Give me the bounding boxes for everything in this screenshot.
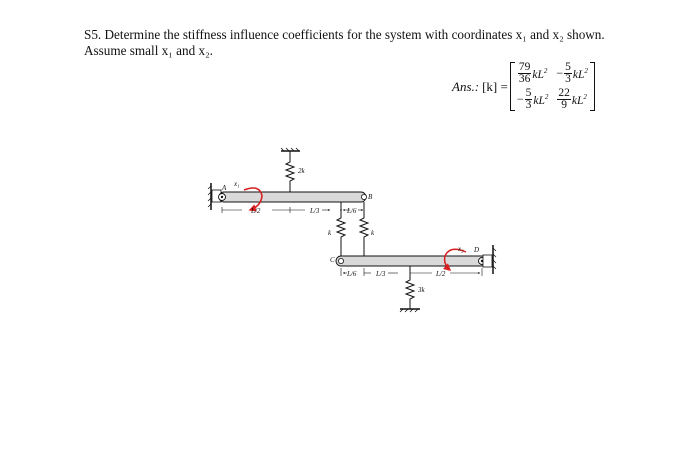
answer-lhs: [k] = — [482, 78, 508, 94]
wall-support-d — [483, 245, 496, 274]
numerator: 22 — [558, 87, 570, 99]
upper-dimension-line — [222, 207, 364, 213]
dim-lower-3: L/2 — [436, 270, 446, 278]
dim-upper-3: L/6 — [347, 207, 357, 215]
spring-k-right-label: k — [371, 229, 375, 237]
x1-label: x₁ — [234, 180, 240, 188]
numerator: 79 — [518, 61, 531, 73]
denominator: 3 — [565, 73, 571, 85]
spring-k-left-label: k — [328, 229, 332, 237]
dim-upper-2: L/3 — [310, 207, 320, 215]
lower-bar-cd — [336, 256, 491, 266]
cell-sign: − — [516, 92, 524, 106]
numerator: 5 — [525, 87, 532, 99]
pin-c-hinge — [338, 258, 343, 263]
spring-3k-label: 3k — [418, 286, 425, 294]
kl-text: kL — [571, 94, 584, 107]
kl-text: kL — [572, 68, 585, 81]
dim-lower-2: L/3 — [376, 270, 386, 278]
pin-c-label: C — [330, 256, 335, 264]
upper-bar-ab — [219, 192, 366, 202]
dim-lower-1: L/6 — [347, 270, 357, 278]
top-ground-support — [281, 148, 300, 151]
pin-d-label: D — [474, 246, 480, 254]
spring-2k — [286, 151, 294, 192]
denominator: 3 — [525, 99, 532, 111]
cell-sign: − — [556, 66, 564, 80]
numerator: 5 — [565, 61, 571, 73]
problem-line-2: Assume small x₁ and x₂. — [84, 43, 213, 58]
kl-text: kL — [532, 68, 544, 81]
kl-exponent: 2 — [544, 92, 549, 101]
denominator: 9 — [561, 99, 567, 111]
spring-2k-label: 2k — [298, 167, 305, 175]
pin-b-label: B — [368, 193, 373, 201]
kl-exponent: 2 — [543, 66, 548, 75]
dim-upper-1: L/2 — [251, 207, 261, 215]
x2-label: x₂ — [458, 245, 464, 253]
lower-dimension-line — [341, 268, 482, 276]
kl-exponent: 2 — [584, 66, 588, 75]
bottom-ground-support — [400, 309, 420, 312]
pin-a-center — [221, 196, 223, 198]
answer-label: Ans.: — [452, 78, 480, 94]
spring-k-left — [337, 202, 345, 258]
kl-text: kL — [533, 94, 545, 107]
denominator: 36 — [518, 73, 531, 85]
spring-3k — [406, 266, 414, 309]
kl-exponent: 2 — [583, 92, 587, 101]
spring-k-right — [360, 202, 368, 258]
pin-a-label: A — [222, 184, 227, 192]
pin-b-hinge — [361, 194, 366, 199]
problem-line-1: S5. Determine the stiffness influence coefficients for the system with coordinates x₁ and x₂ shown. — [84, 27, 605, 42]
